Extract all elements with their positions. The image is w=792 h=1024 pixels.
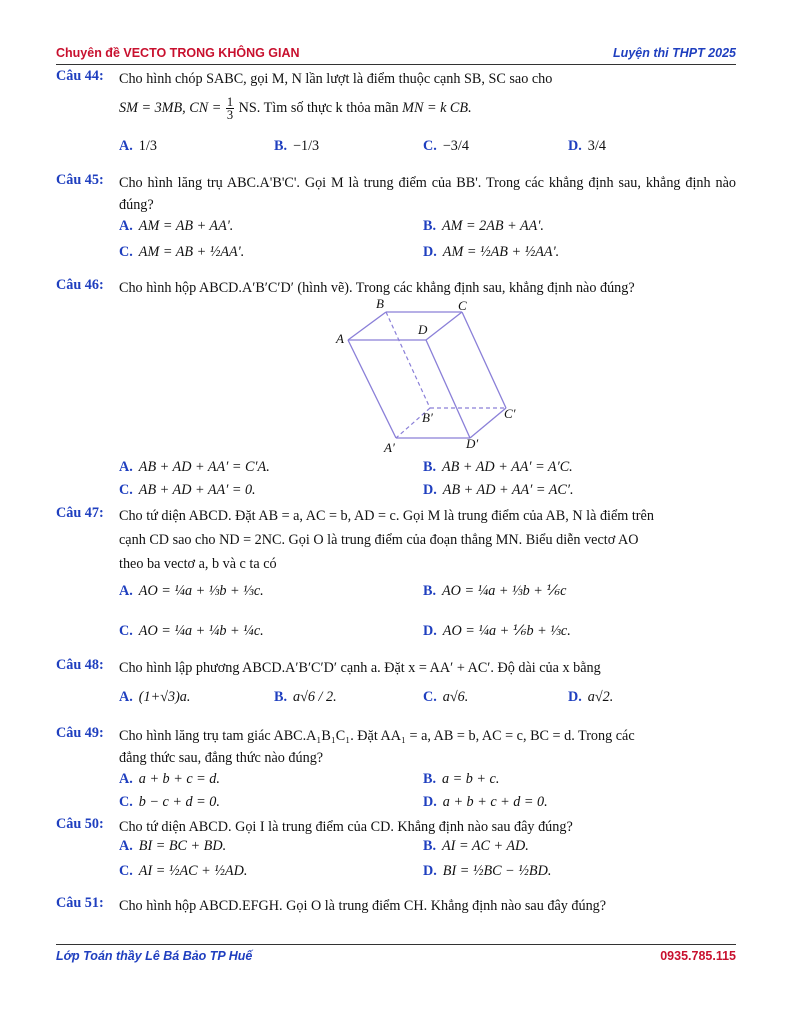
option-d[interactable]: D. 3/4 [568, 138, 606, 154]
option-b[interactable]: B. AB + AD + AA′ = A′C. [423, 459, 573, 475]
question-text: Cho tứ diện ABCD. Gọi I là trung điểm của CD. Khẳng định nào sau đây đúng? [119, 819, 573, 835]
question-text-2: đẳng thức sau, đẳng thức nào đúng? [119, 750, 324, 766]
question-text: Cho hình chóp SABC, gọi M, N lần lượt là điểm thuộc cạnh SB, SC sao cho [119, 71, 553, 87]
question-text-1: Cho hình lăng trụ tam giác ABC.A₁B₁C₁. Đặt AA₁ = a, AB = b, AC = c, BC = d. Trong các [119, 728, 635, 744]
vertex-D1: D′ [466, 436, 479, 451]
option-a[interactable]: A. (1+√3)a. [119, 689, 191, 705]
question-49 [56, 725, 736, 810]
option-a[interactable]: A. AO = ¼a + ⅓b + ⅓c. [119, 583, 264, 599]
option-c[interactable]: C. a√6. [423, 689, 469, 705]
vertex-D: D [418, 322, 428, 337]
edge-AA1 [348, 340, 396, 438]
question-48 [56, 657, 736, 705]
option-a[interactable]: A. BI = BC + BD. [119, 838, 227, 854]
option-b[interactable]: B. −1/3 [274, 138, 320, 154]
question-label: Câu 48: [56, 657, 104, 673]
option-d[interactable]: D. AB + AD + AA′ = AC′. [423, 482, 574, 498]
option-c[interactable]: C. AB + AD + AA′ = 0. [119, 482, 256, 498]
footer-phone: 0935.785.115 [660, 949, 736, 963]
question-50 [56, 816, 736, 879]
question-text-2: cạnh CD sao cho ND = 2NC. Gọi O là trung điểm của đoạn thẳng MN. Biểu diễn vectơ AO [119, 532, 639, 548]
option-c[interactable]: C. AM = AB + ½AA'. [119, 244, 245, 260]
option-a[interactable]: A. AB + AD + AA′ = C′A. [119, 459, 270, 475]
option-b[interactable]: B. AI = AC + AD. [423, 838, 529, 854]
question-text-3: theo ba vectơ a, b và c ta có [119, 556, 277, 572]
vertex-A1: A′ [384, 440, 395, 455]
question-51 [56, 895, 736, 917]
edge-CC1 [462, 312, 506, 408]
question-44 [56, 68, 736, 154]
footer-rule [56, 944, 736, 945]
option-d[interactable]: D. AM = ½AB + ½AA'. [423, 244, 560, 260]
option-c[interactable]: C. −3/4 [423, 138, 469, 154]
option-a[interactable]: A. 1/3 [119, 138, 157, 154]
option-b[interactable]: B. a = b + c. [423, 771, 500, 787]
header-rule [56, 64, 736, 65]
option-c[interactable]: C. AI = ½AC + ½AD. [119, 863, 248, 879]
question-condition: SM = 3MB, CN = $\frac{1}{3}$ NS. Tìm số thực k thỏa mãn MN = k CB. [119, 95, 472, 122]
option-d[interactable]: D. a√2. [568, 689, 614, 705]
question-text: Cho hình hộp ABCD.EFGH. Gọi O là trung điểm CH. Khẳng định nào sau đây đúng? [119, 898, 607, 914]
vertex-C1: C′ [504, 406, 516, 421]
question-label: Câu 46: [56, 277, 104, 293]
question-label: Câu 51: [56, 895, 104, 911]
question-text: Cho hình lăng trụ ABC.A'B'C'. Gọi M là trung điểm của BB'. Trong các khẳng định sau, khẳng định nào đúng? [119, 175, 736, 213]
vertex-A: A [336, 331, 344, 346]
question-text: Cho hình lập phương ABCD.A′B′C′D′ cạnh a. Đặt x = AA′ + AC′. Độ dài của x bằng [119, 660, 601, 676]
edge-D1C1 [470, 408, 506, 438]
edge-BA [348, 312, 386, 340]
footer-teacher: Lớp Toán thầy Lê Bá Bảo TP Huế [56, 949, 253, 963]
page-footer [56, 949, 736, 969]
option-b[interactable]: B. a√6 / 2. [274, 689, 337, 705]
question-label: Câu 50: [56, 816, 104, 832]
edge-CD [426, 312, 462, 340]
option-b[interactable]: B. AM = 2AB + AA'. [423, 218, 544, 234]
question-text: Cho hình hộp ABCD.A′B′C′D′ (hình vẽ). Trong các khẳng định sau, khẳng định nào đúng? [119, 280, 635, 296]
option-d[interactable]: D. a + b + c + d = 0. [423, 794, 548, 810]
header-title: Chuyên đề VECTO TRONG KHÔNG GIAN [56, 46, 300, 60]
question-label: Câu 45: [56, 172, 104, 188]
page-header [56, 46, 736, 66]
question-label: Câu 47: [56, 505, 104, 521]
option-a[interactable]: A. AM = AB + AA'. [119, 218, 234, 234]
question-47 [56, 505, 736, 639]
question-label: Câu 49: [56, 725, 104, 741]
vertex-C: C [458, 298, 467, 313]
question-45 [56, 172, 736, 260]
question-label: Câu 44: [56, 68, 104, 84]
option-c[interactable]: C. b − c + d = 0. [119, 794, 220, 810]
vertex-B: B [376, 296, 384, 311]
header-exam: Luyện thi THPT 2025 [613, 46, 736, 60]
option-d[interactable]: D. AO = ¼a + ⅙b + ⅓c. [423, 623, 571, 639]
question-text-1: Cho tứ diện ABCD. Đặt AB = a, AC = b, AD = c. Gọi M là trung điểm của AB, N là điểm trên [119, 508, 654, 524]
vertex-B1: B′ [422, 410, 433, 425]
option-c[interactable]: C. AO = ¼a + ¼b + ¼c. [119, 623, 264, 639]
option-b[interactable]: B. AO = ¼a + ⅓b + ⅙c [423, 583, 567, 599]
option-d[interactable]: D. BI = ½BC − ½BD. [423, 863, 552, 879]
option-a[interactable]: A. a + b + c = d. [119, 771, 220, 787]
parallelepiped-figure [330, 296, 530, 456]
